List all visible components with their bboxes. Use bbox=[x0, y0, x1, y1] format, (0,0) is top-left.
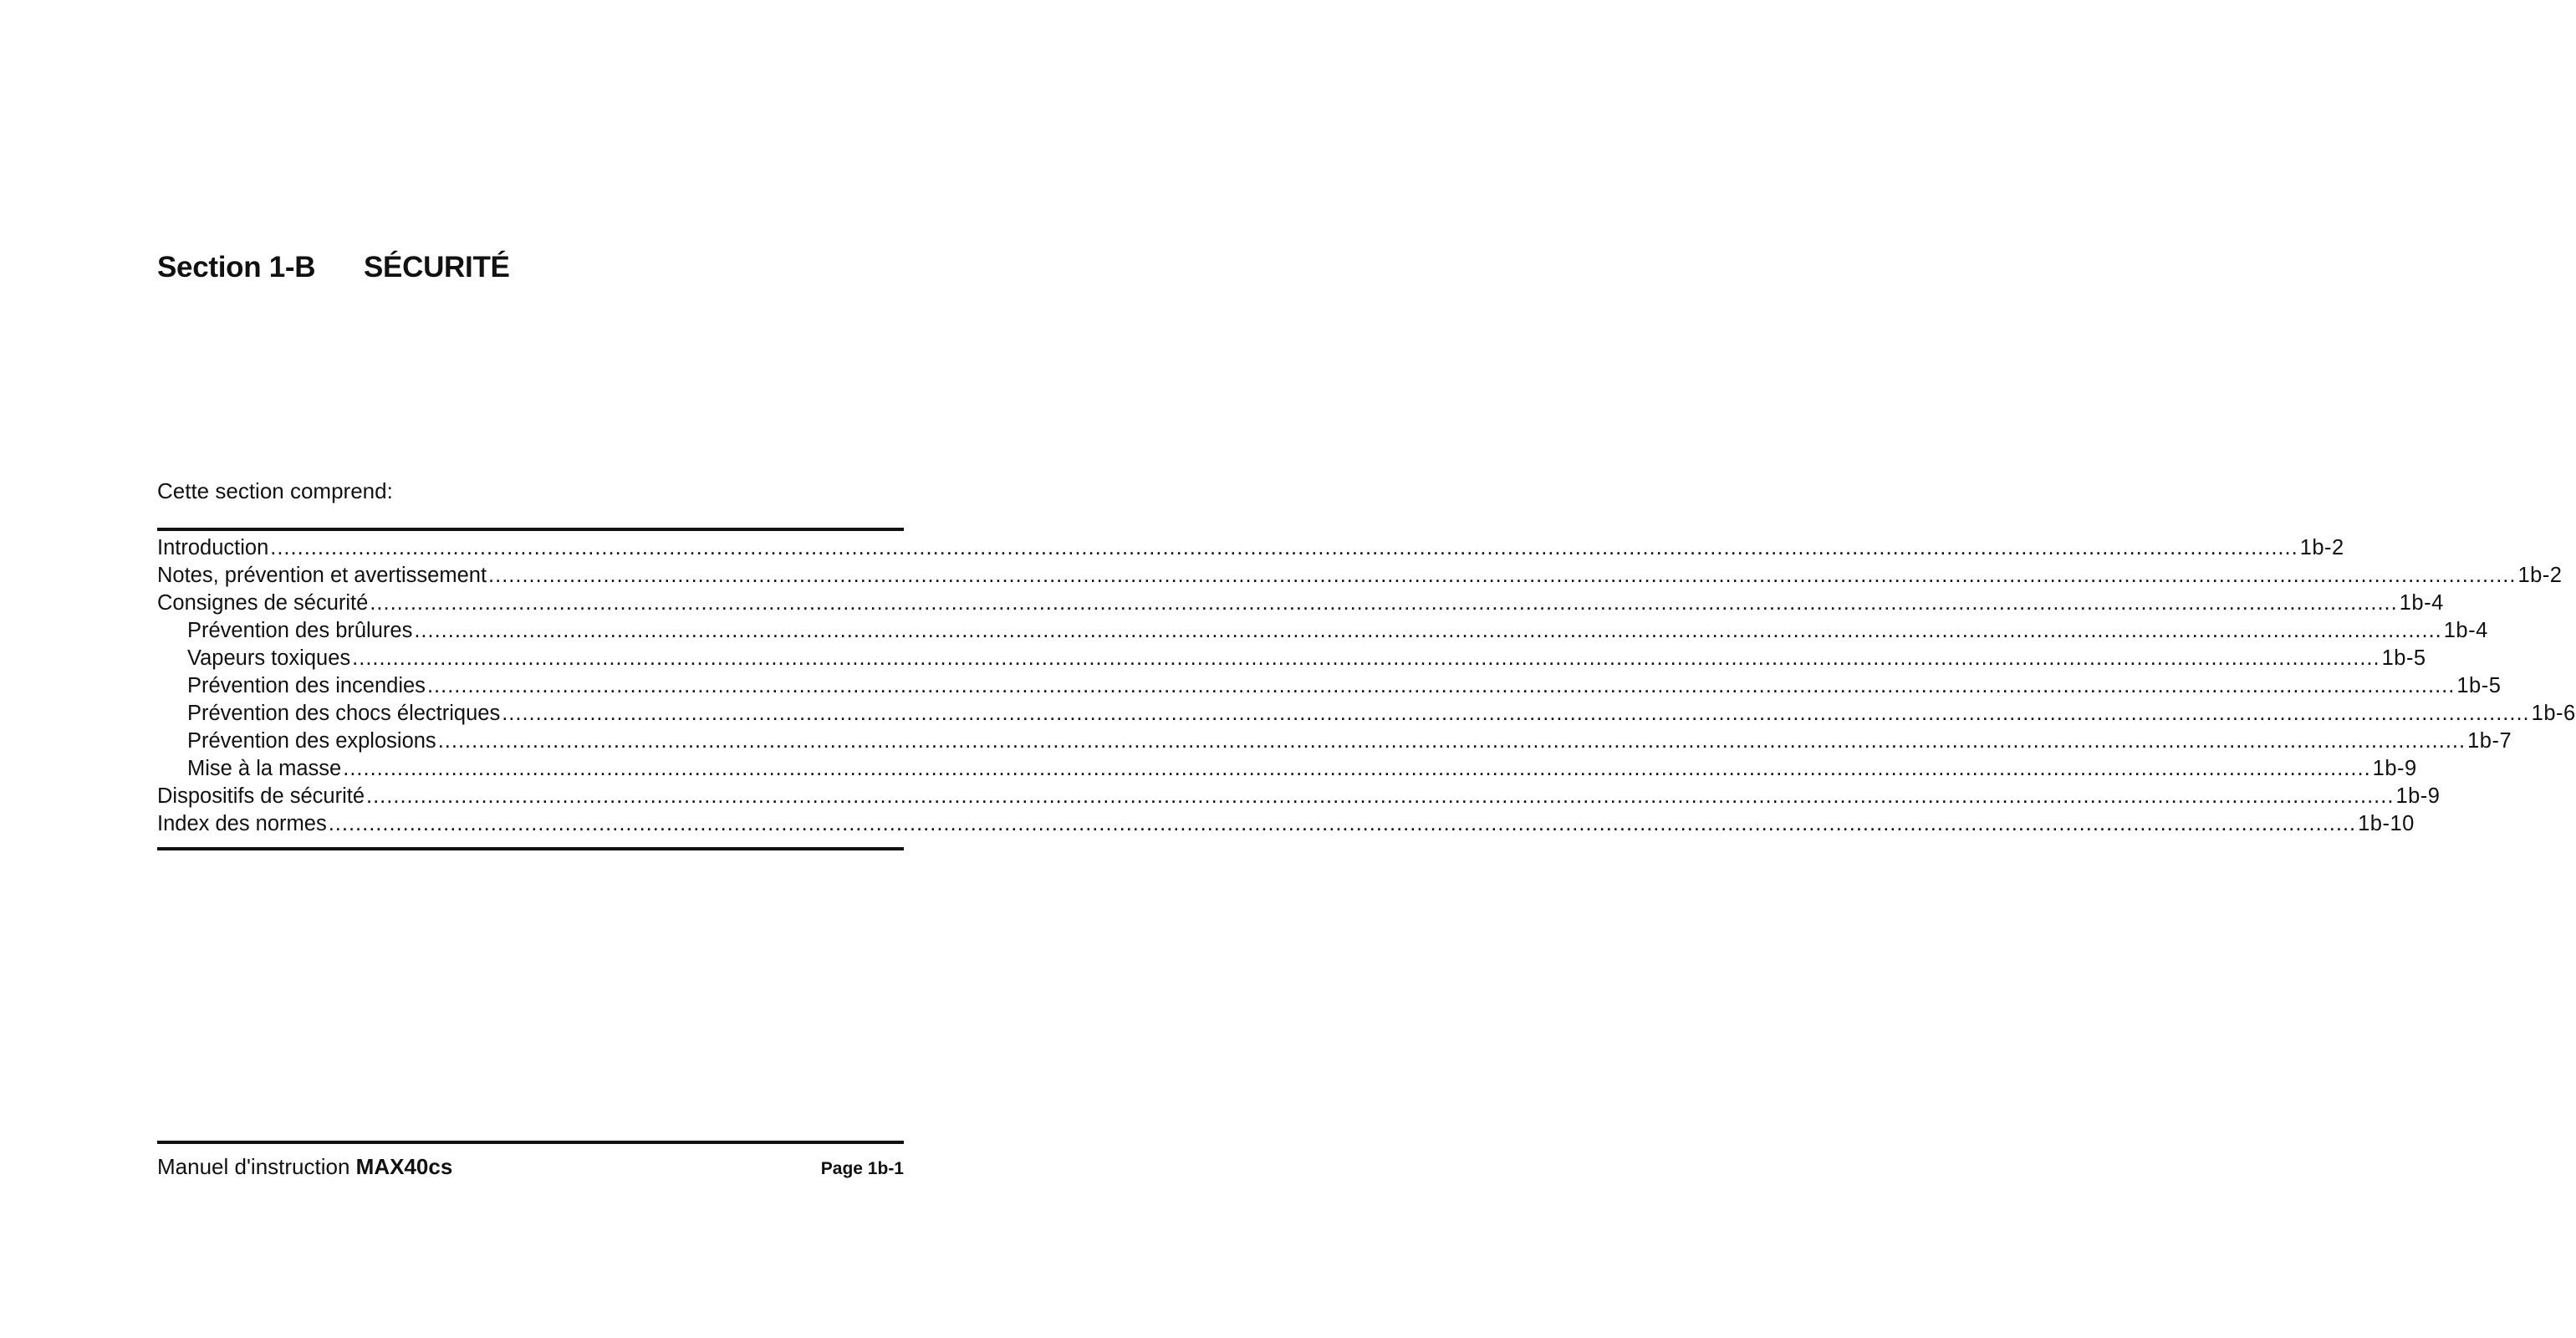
toc-entry-page: 1b-4 bbox=[2443, 619, 2488, 642]
footer-manual-text: Manuel d'instruction bbox=[157, 1154, 350, 1179]
toc-dot-leader: ............................................................................................................................................................................................................................................................................................................ bbox=[437, 729, 2466, 753]
section-title: SÉCURITÉ bbox=[364, 251, 510, 283]
footer-page-number: Page 1b-1 bbox=[820, 1159, 904, 1178]
toc-entry bbox=[157, 590, 2444, 617]
toc-entry-label: Prévention des chocs électriques bbox=[187, 702, 501, 725]
toc-entry-label: Mise à la masse bbox=[187, 757, 342, 780]
toc-entry-label: Notes, prévention et avertissement bbox=[157, 564, 487, 587]
toc-entry bbox=[157, 562, 2563, 590]
toc-entry bbox=[157, 755, 2417, 783]
toc-entry bbox=[157, 783, 2441, 810]
toc-entry-page: 1b-4 bbox=[2399, 591, 2444, 615]
footer bbox=[157, 1154, 904, 1180]
page-title bbox=[157, 251, 510, 284]
toc-entry bbox=[157, 645, 2426, 672]
toc-entry-page: 1b-9 bbox=[2395, 784, 2441, 808]
toc-entry bbox=[157, 700, 2576, 728]
toc-dot-leader: ............................................................................................................................................................................................................................................................................................................ bbox=[426, 674, 2456, 697]
toc-entry-label: Prévention des brûlures bbox=[187, 619, 413, 642]
toc-entry bbox=[157, 810, 2415, 838]
toc-entry-page: 1b-9 bbox=[2372, 757, 2417, 780]
toc-dot-leader: ............................................................................................................................................................................................................................................................................................................ bbox=[366, 784, 2395, 808]
toc-entry-label: Prévention des explosions bbox=[187, 729, 436, 753]
toc-dot-leader: ............................................................................................................................................................................................................................................................................................................ bbox=[370, 591, 2398, 615]
toc-dot-leader: ............................................................................................................................................................................................................................................................................................................ bbox=[270, 536, 2298, 559]
toc-entry bbox=[157, 672, 2502, 700]
toc-entry-label: Introduction bbox=[157, 536, 269, 559]
toc-top-rule bbox=[157, 528, 904, 531]
toc-entry-label: Index des normes bbox=[157, 812, 327, 835]
toc-dot-leader: ............................................................................................................................................................................................................................................................................................................ bbox=[343, 757, 2371, 780]
toc-entry-page: 1b-2 bbox=[2299, 536, 2344, 559]
toc-entry-label: Prévention des incendies bbox=[187, 674, 426, 697]
footer-model: MAX40cs bbox=[355, 1154, 453, 1179]
toc-dot-leader: ............................................................................................................................................................................................................................................................................................................ bbox=[414, 619, 2442, 642]
toc-entry-page: 1b-5 bbox=[2381, 646, 2426, 670]
section-number: Section 1-B bbox=[157, 251, 316, 283]
toc-entry-label: Dispositifs de sécurité bbox=[157, 784, 365, 808]
toc-entry bbox=[157, 534, 2344, 562]
toc-entry-page: 1b-6 bbox=[2531, 702, 2576, 725]
toc-entry-page: 1b-7 bbox=[2467, 729, 2512, 753]
toc-entry-page: 1b-10 bbox=[2358, 812, 2415, 835]
toc-dot-leader: ............................................................................................................................................................................................................................................................................................................ bbox=[352, 646, 2380, 670]
toc-entry-label: Vapeurs toxiques bbox=[187, 646, 351, 670]
toc-entry bbox=[157, 617, 2488, 645]
table-of-contents bbox=[157, 534, 2576, 838]
toc-entry-page: 1b-5 bbox=[2456, 674, 2502, 697]
toc-bottom-rule bbox=[157, 847, 904, 850]
toc-dot-leader: ............................................................................................................................................................................................................................................................................................................ bbox=[502, 702, 2530, 725]
toc-entry-page: 1b-2 bbox=[2517, 564, 2563, 587]
footer-manual bbox=[157, 1154, 452, 1180]
toc-dot-leader: ............................................................................................................................................................................................................................................................................................................ bbox=[328, 812, 2357, 835]
toc-entry bbox=[157, 728, 2512, 755]
toc-dot-leader: ............................................................................................................................................................................................................................................................................................................ bbox=[488, 564, 2517, 587]
toc-entry-label: Consignes de sécurité bbox=[157, 591, 369, 615]
section-intro: Cette section comprend: bbox=[157, 478, 393, 503]
footer-rule bbox=[157, 1141, 904, 1144]
